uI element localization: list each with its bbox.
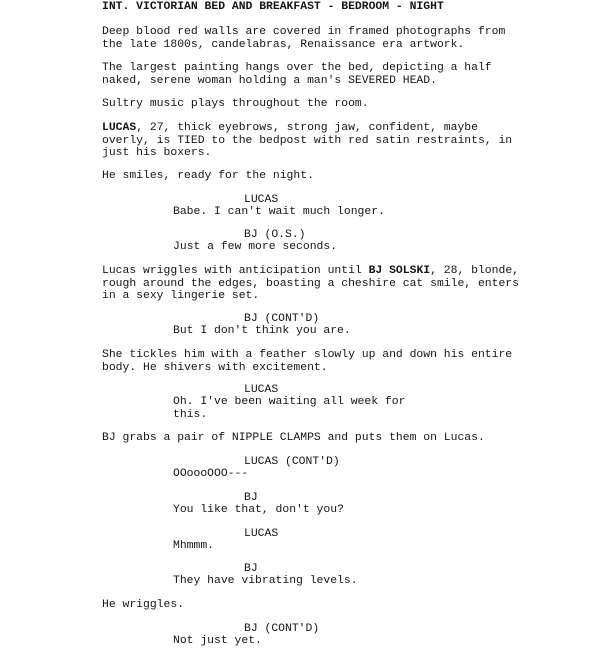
character-cue: BJ	[244, 563, 258, 575]
action-paragraph: Deep blood red walls are covered in framed photographs from the late 1800s, candelabras, Renaissance era artwork.	[102, 26, 506, 51]
character-cue: LUCAS	[244, 384, 279, 396]
character-intro-paragraph	[102, 265, 519, 303]
dialogue-line: They have vibrating levels.	[173, 575, 358, 587]
character-cue: LUCAS	[244, 194, 279, 206]
character-cue: BJ (CONT'D)	[244, 623, 320, 635]
dialogue-line: Oh. I've been waiting all week for this.	[173, 396, 406, 421]
character-intro-paragraph	[102, 122, 512, 160]
character-cue: BJ (O.S.)	[244, 229, 306, 241]
action-text: , 28, blonde, rough around the edges, boasting a cheshire cat smile, enters in a sexy lingerie set.	[102, 265, 519, 302]
action-paragraph: The largest painting hangs over the bed, depicting a half naked, serene woman holding a man's SEVERED HEAD.	[102, 62, 492, 87]
dialogue-line: Babe. I can't wait much longer.	[173, 206, 385, 218]
action-paragraph: He smiles, ready for the night.	[102, 170, 314, 182]
dialogue-line: Just a few more seconds.	[173, 241, 338, 253]
character-name: LUCAS	[102, 122, 137, 134]
action-paragraph: He wriggles.	[102, 599, 185, 611]
scene-heading: INT. VICTORIAN BED AND BREAKFAST - BEDROOM - NIGHT	[102, 1, 444, 13]
dialogue-line: Not just yet.	[173, 635, 262, 647]
action-text: , 27, thick eyebrows, strong jaw, confident, maybe overly, is TIED to the bedpost with red satin restraints, in just his boxers.	[102, 122, 513, 159]
character-cue: BJ	[244, 492, 258, 504]
character-cue: LUCAS	[244, 528, 279, 540]
dialogue-line: But I don't think you are.	[173, 325, 351, 337]
action-paragraph: BJ grabs a pair of NIPPLE CLAMPS and puts them on Lucas.	[102, 432, 485, 444]
dialogue-line: You like that, don't you?	[173, 504, 344, 516]
character-cue: BJ (CONT'D)	[244, 313, 320, 325]
action-paragraph: Sultry music plays throughout the room.	[102, 98, 369, 110]
action-text: Lucas wriggles with anticipation until	[102, 265, 369, 277]
character-name: BJ SOLSKI	[368, 265, 431, 277]
action-paragraph: She tickles him with a feather slowly up and down his entire body. He shivers with excitement.	[102, 349, 513, 374]
dialogue-line: OOoooOOO---	[173, 468, 249, 480]
character-cue: LUCAS (CONT'D)	[244, 456, 340, 468]
dialogue-line: Mhmmm.	[173, 540, 215, 552]
